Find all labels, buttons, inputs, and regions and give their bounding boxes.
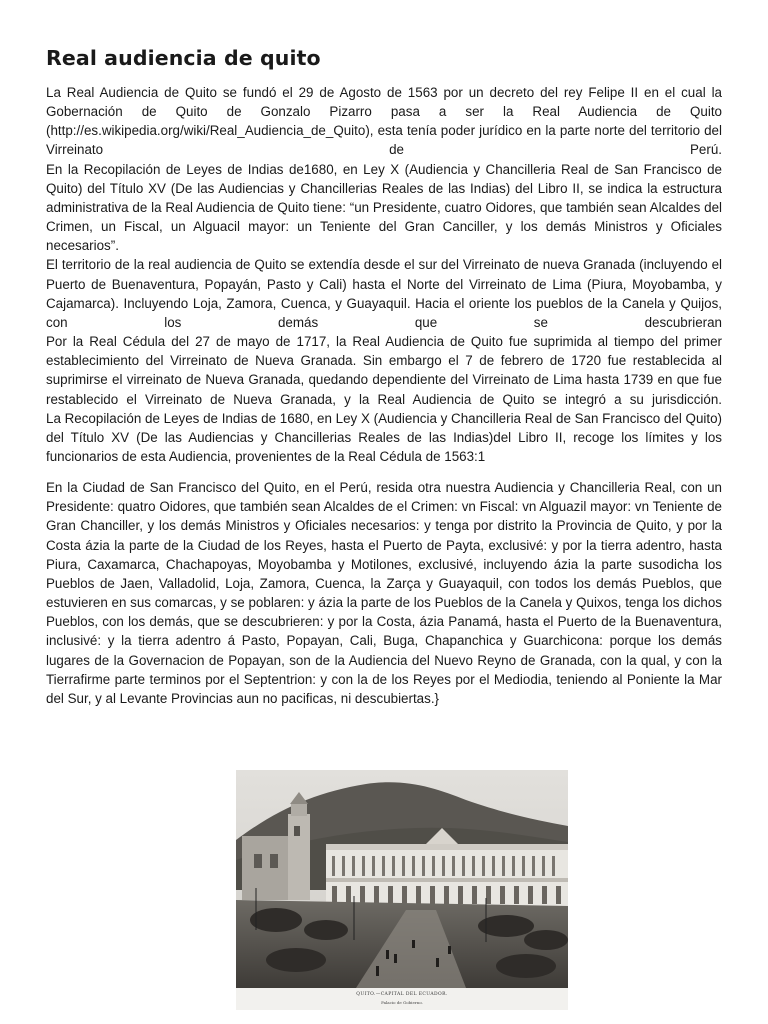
paragraph-law-quote: En la Ciudad de San Francisco del Quito, en el Perú, resida otra nuestra Audiencia y Chancilleria Real, con un Presidente: quatro Oidores, que también sean Alcaldes de el Crimen: vn Fiscal: vn Alguazil mayor: vn Teniente de Gran Chanciller, y los demás Ministros y Oficiales necesarios: y tenga por distrito la Provincia de Quito, y por la Costa ázia la parte de la Ciudad de los Reyes, hasta el Puerto de Payta, exclusivé: y por la tierra adentro, hasta Piura, Caxamarca, Chachapoyas, Moyobamba y Motilones, exclusivé, incluyendo ázia la parte susodicha los Pueblos de Jaen, Valladolid, Loja, Zamora, Cuenca, la Zarça y Guayaquil, con todos los demás Pueblos, que estuvieren en sus comarcas, y se poblaren: y ázia la parte de los Pueblos de la Canela y Quixos, tenga los dichos Pueblos, con los demás, que se descubrieren: y por la Costa, ázia Panamá, hasta el Puerto de la Buenaventura, inclusivé: y la tierra adentro á Pasto, Popayan, Cali, Buga, Chapanchica y Guarchicona: porque los demás lugares de la Governacion de Popayan, son de la Audiencia del Nuevo Reyno de Granada, con la qual, y con la Tierrafirme parte terminos por el Septentrion: y con la de los Reyes por el Mediodia, teniendo al Poniente la Mar del Sur, y al Levante Provincias aun no pacificas, ni descubiertas.} [46,480,722,706]
text-founding: La Real Audiencia de Quito se fundó el 29 de Agosto de 1563 por un decreto del rey Felipe II en el cual la Gobernación de Quito de Gonzalo Pizarro pasa a ser la Real Audiencia de Quito (http://es.wikipedia.org/wiki/Real_Audiencia_de_Quito), esta tenía poder jurídico en la parte norte del territorio del Virreinato de Perú. [46,85,722,158]
text-suppression: Por la Real Cédula del 27 de mayo de 1717, la Real Audiencia de Quito fue suprimida al tiempo del primer establecimiento del Virreinato de Nueva Granada. Sin embargo el 7 de febrero de 1720 fue restablecida al suprimirse el virreinato de Nueva Granada, quedando dependiente del Virreinato de Lima hasta 1739 en que fue restablecido el Virreinato de Nueva Granada, y la Real Audiencia de Quito se integró a su jurisdicción. [46,334,722,407]
text-recopilacion: La Recopilación de Leyes de Indias de 1680, en Ley X (Audiencia y Chancilleria Real de San Francisco del Quito) del Título XV (De las Audiencias y Chancillerias Reales de las Indias)del Libro II, recoge los límites y los funcionarios de esta Audiencia, provenientes de la Real Cédula de 1563:1 [46,410,722,464]
paragraph-history [46,83,722,466]
photo-subcaption: Palacio de Gobierno. [381,1000,423,1005]
document-page [46,0,722,708]
photo-palace-illustration [236,770,568,1010]
text-territory: El territorio de la real audiencia de Quito se extendía desde el sur del Virreinato de nueva Granada (incluyendo el Puerto de Buenaventura, Popayán, Pasto y Cali) hasta el Norte del Virreinato de Lima (Piura, Moyobamba, y Cajamarca). Incluyendo Loja, Zamora, Cuenca, y Guayaquil. Hacia el oriente los pueblos de la Canela y Quijos, con los demás que se descubrieran [46,257,722,330]
historic-photo [236,770,568,1010]
photo-caption: QUITO.—CAPITAL DEL ECUADOR. [356,992,448,997]
page-title: Real audiencia de quito [46,46,321,70]
text-structure: En la Recopilación de Leyes de Indias de1680, en Ley X (Audiencia y Chancilleria Real de San Francisco de Quito) del Título XV (De las Audiencias y Chancillerias Reales de las Indias) del Libro II, se indica la estructura administrativa de la Real Audiencia de Quito tiene: “un Presidente, cuatro Oidores, que también sean Alcaldes del Crimen, un Fiscal, un Alguacil mayor: un Teniente del Gran Canciller, y los demás Ministros y Oficiales necesarios”. [46,161,722,254]
